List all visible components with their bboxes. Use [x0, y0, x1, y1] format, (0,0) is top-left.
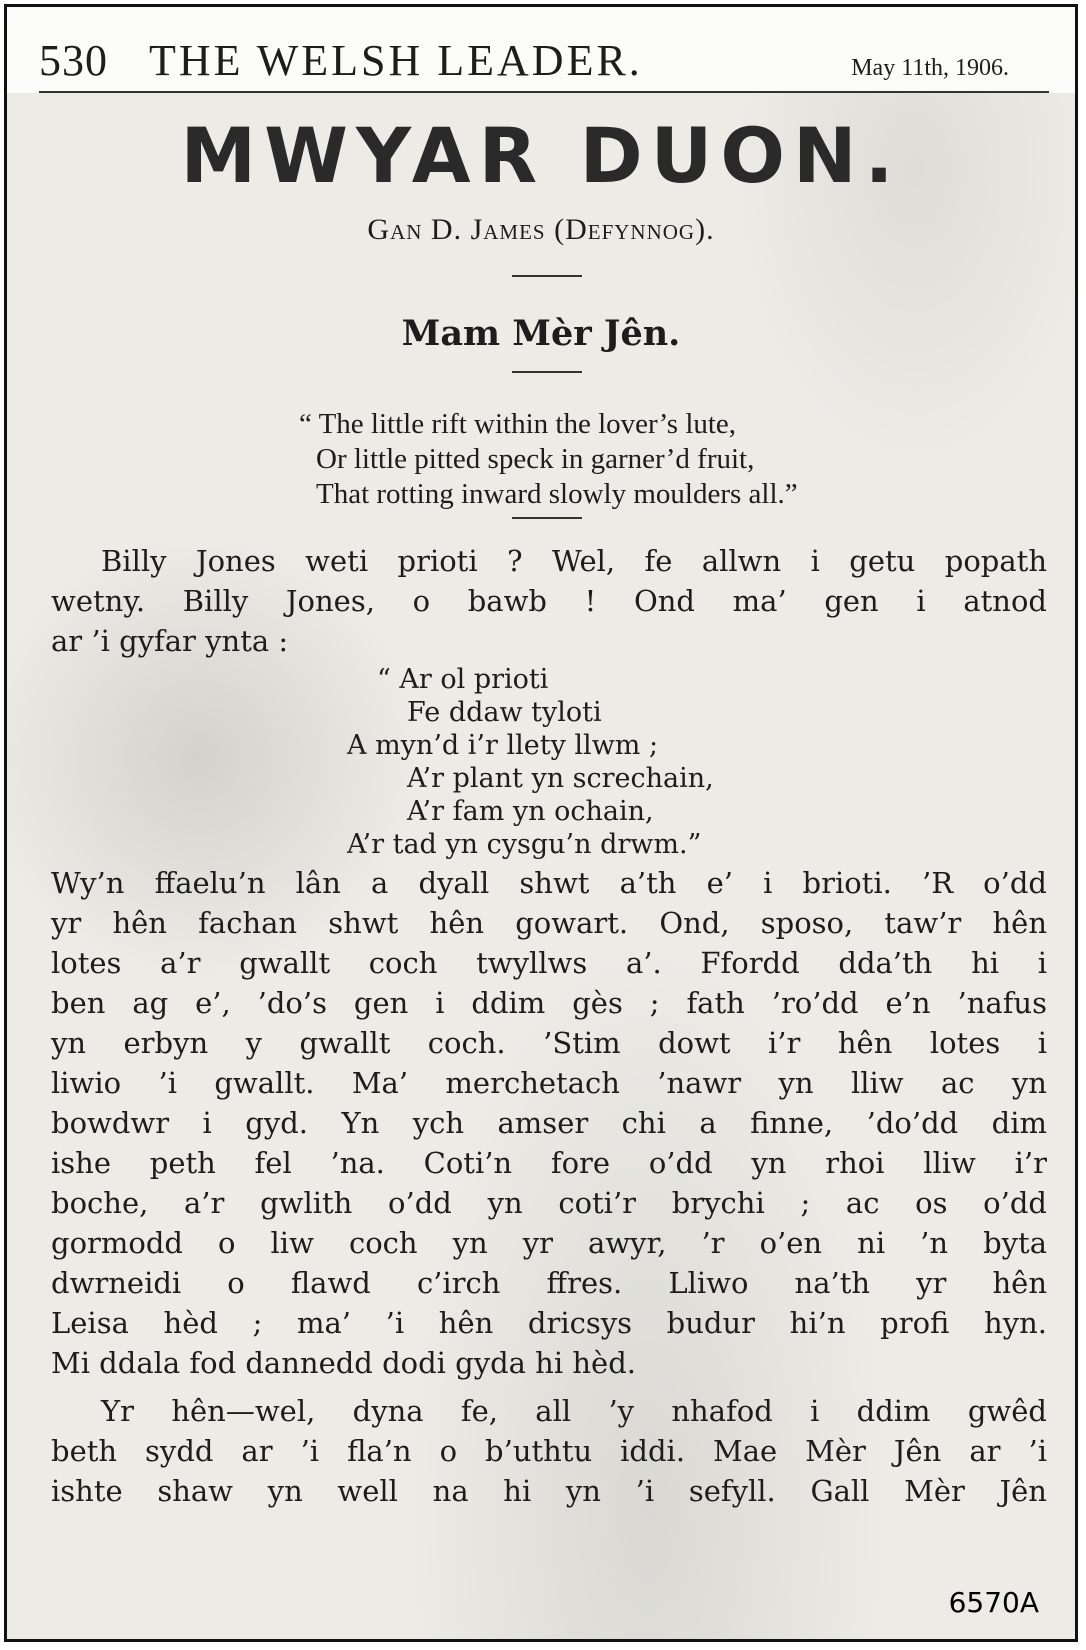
text-line: dwrneidi o flawd c’irch ffres. Lliwo na’th yr hên: [51, 1266, 1047, 1300]
text-line: Yr hên—wel, dyna fe, all ’y nhafod i ddim gwêd: [101, 1394, 1047, 1428]
text-line: Mi ddala fod dannedd dodi gyda hi hèd.: [51, 1346, 636, 1380]
paragraph-2: [51, 863, 1047, 1383]
poem-line: “ Ar ol prioti: [377, 664, 549, 695]
paragraph-1: [51, 541, 1047, 661]
text-line: Billy Jones weti prioti ? Wel, fe allwn i getu popath: [101, 544, 1047, 578]
text-line: gormodd o liw coch yn yr awyr, ’r o’en ni ’n byta: [51, 1226, 1047, 1260]
text-line: wetny. Billy Jones, o bawb ! Ond ma’ gen i atnod: [51, 584, 1047, 618]
text-line: beth sydd ar ’i fla’n o b’uthtu iddi. Mae Mèr Jên ar ’i: [51, 1434, 1047, 1468]
newspaper-name: THE WELSH LEADER.: [149, 36, 643, 85]
text-line: yn erbyn y gwallt coch. ’Stim dowt i’r hên lotes i: [51, 1026, 1047, 1060]
text-line: lotes a’r gwallt coch twyllws a’. Ffordd dda’th hi i: [51, 946, 1047, 980]
paragraph-3: [51, 1391, 1047, 1511]
article-title: MWYAR DUON.: [180, 111, 902, 200]
poem-line: Fe ddaw tyloti: [407, 697, 602, 728]
poem-line: A myn’d i’r llety llwm ;: [347, 730, 659, 761]
text-line: ishte shaw yn well na hi yn ’i sefyll. Gall Mèr Jên: [51, 1474, 1047, 1508]
divider-rule: [512, 275, 582, 277]
text-line: ben ag e’, ’do’s gen i ddim gès ; fath ’ro’dd e’n ’nafus: [51, 986, 1047, 1020]
text-line: liwio ’i gwallt. Ma’ merchetach ’nawr yn lliw ac yn: [51, 1066, 1047, 1100]
newspaper-page: [4, 4, 1078, 1642]
text-line: ishe peth fel ’na. Coti’n fore o’dd yn rhoi lliw i’r: [51, 1146, 1047, 1180]
text-line: ar ’i gyfar ynta :: [51, 624, 289, 658]
page-header: [39, 29, 1049, 93]
article-subtitle: Mam Mèr Jên.: [401, 313, 681, 354]
text-line: bowdwr i gyd. Yn ych amser chi a finne, ’do’dd dim: [51, 1106, 1047, 1140]
epigraph: [299, 407, 798, 512]
epigraph-line: That rotting inward slowly moulders all.”: [316, 478, 798, 510]
issue-date: May 11th, 1906.: [851, 55, 1009, 81]
text-line: Wy’n ffaelu’n lân a dyall shwt a’th e’ i brioti. ’R o’dd: [51, 866, 1047, 900]
text-line: Leisa hèd ; ma’ ’i hên dricsys budur hi’n profi hyn.: [51, 1306, 1047, 1340]
poem-line: A’r plant yn screchain,: [407, 763, 714, 794]
page-number: 530: [39, 36, 108, 85]
epigraph-line: “ The little rift within the lover’s lute,: [299, 408, 737, 440]
divider-rule: [512, 371, 582, 373]
epigraph-line: Or little pitted speck in garner’d fruit,: [316, 443, 755, 475]
text-line: boche, a’r gwlith o’dd yn coti’r brychi ; ac os o’dd: [51, 1186, 1047, 1220]
text-line: yr hên fachan shwt hên gowart. Ond, sposo, taw’r hên: [51, 906, 1047, 940]
poem: [347, 663, 714, 861]
article-byline: Gan D. James (Defynnog).: [367, 213, 715, 246]
divider-rule: [512, 517, 582, 519]
archive-number: 6570A: [948, 1586, 1039, 1619]
poem-line: A’r tad yn cysgu’n drwm.”: [347, 829, 702, 860]
poem-line: A’r fam yn ochain,: [407, 796, 654, 827]
